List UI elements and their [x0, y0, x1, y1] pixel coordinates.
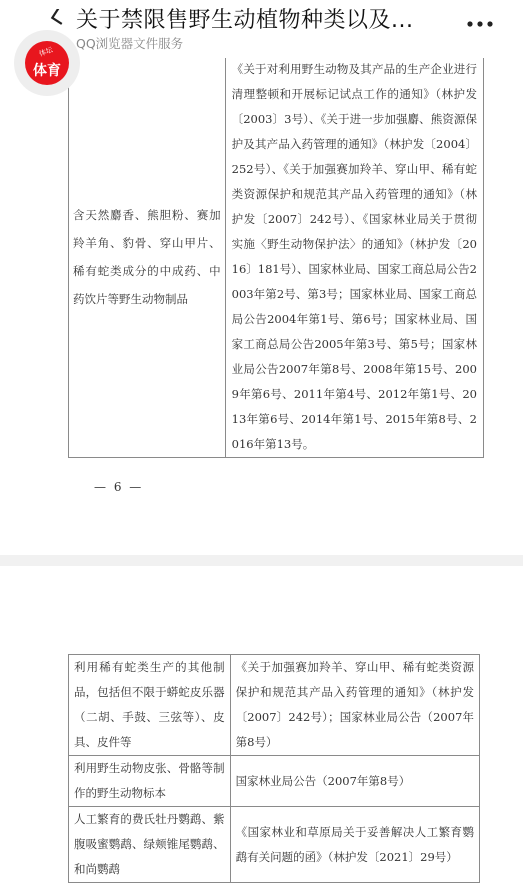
logo-badge — [25, 41, 69, 85]
document-page-6 — [14, 58, 508, 555]
table-cell-regulation — [225, 57, 483, 458]
product-text: 利用野生动物皮张、骨骼等制作的野生动物标本 — [74, 761, 225, 800]
more-dots-icon[interactable] — [466, 20, 494, 28]
table-row — [69, 655, 480, 756]
table-row — [69, 756, 480, 807]
table-cell-product — [69, 756, 231, 807]
regulation-text: 国家林业局公告（2007年第8号） — [235, 773, 411, 788]
product-text: 含天然麝香、熊胆粉、赛加羚羊角、豹骨、穿山甲片、稀有蛇类成分的中成药、中药饮片等野生动物制品 — [73, 208, 221, 306]
table-cell-product — [69, 57, 226, 458]
app-header — [0, 0, 523, 58]
logo-text: 体育 — [33, 63, 61, 79]
product-text: 人工繁育的费氏牡丹鹦鹉、紫腹吸蜜鹦鹉、绿颊锥尾鹦鹉、和尚鹦鹉 — [74, 812, 225, 876]
product-regulation-table — [68, 654, 480, 883]
table-cell-regulation — [230, 807, 479, 883]
chevron-left-icon[interactable] — [46, 9, 66, 29]
table-row — [69, 807, 480, 883]
page-separator — [0, 555, 523, 566]
product-text: 利用稀有蛇类生产的其他制品，包括但不限于蟒蛇皮乐器（二胡、手鼓、三弦等）、皮具、皮件等 — [74, 660, 225, 749]
table-row — [69, 57, 484, 458]
regulation-text: 《关于加强赛加羚羊、穿山甲、稀有蛇类资源保护和规范其产品入药管理的通知》（林护发〔2007〕242号）；国家林业局公告（2007年第8号） — [235, 660, 474, 749]
table-cell-product — [69, 807, 231, 883]
page-number: — 6 — — [94, 480, 144, 494]
product-regulation-table — [68, 56, 484, 458]
regulation-text: 《国家林业和草原局关于妥善解决人工繁育鹦鹉有关问题的函》（林护发〔2021〕29号） — [235, 824, 474, 864]
table-cell-product — [69, 655, 231, 756]
logo-small-text: 体坛 — [38, 45, 54, 59]
source-label: QQ浏览器文件服务 — [76, 36, 184, 51]
document-page-7 — [14, 566, 508, 888]
document-title: 关于禁限售野生动植物种类以及... — [76, 8, 414, 33]
table-cell-regulation — [230, 756, 479, 807]
sports-logo[interactable] — [14, 30, 80, 96]
table-cell-regulation — [230, 655, 479, 756]
regulation-text: 《关于对利用野生动物及其产品的生产企业进行清理整顿和开展标记试点工作的通知》（林护发〔2003〕3号）、《关于进一步加强麝、熊资源保护及其产品入药管理的通知》（林护发〔2004〕252号）、《关于加强赛加羚羊、穿山甲、稀有蛇类资源保护和规范其产品入药管理的通知》（林护发〔2007〕242号）、《国家林业局关于贯彻实施〈野生动物保护法〉的通知》（林护发〔2016〕181号）、国家林业局、国家工商总局公告2003年第2号、第3号；国家林业局、国家工商总局公告2004年第1号、第6号；国家林业局、国家工商总局公告2005年第3号、第5号；国家林业局公告2007年第8号、2008年第15号、2009年第6号、2011年第4号、2012年第1号、2013年第6号、2014年第1号、2015年第8号、2016年第13号。 — [231, 62, 477, 451]
